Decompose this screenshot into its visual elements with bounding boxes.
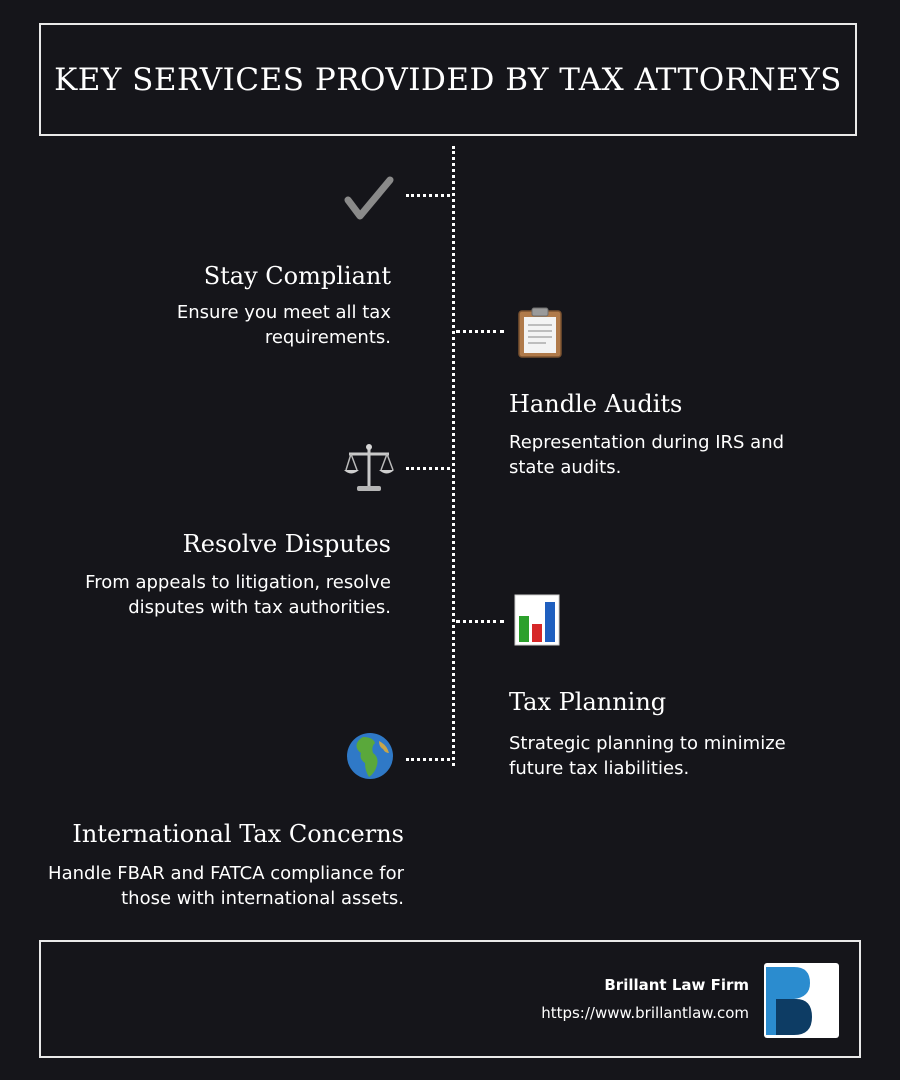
heading-handle-audits: Handle Audits xyxy=(509,390,683,418)
clipboard-icon xyxy=(516,307,564,359)
connector-international-tax xyxy=(406,758,450,761)
heading-international-tax: International Tax Concerns xyxy=(72,820,404,848)
desc-resolve-disputes: From appeals to litigation, resolve disputes with tax authorities. xyxy=(85,572,391,618)
heading-resolve-disputes: Resolve Disputes xyxy=(182,530,391,558)
heading-tax-planning: Tax Planning xyxy=(509,688,667,716)
heading-stay-compliant: Stay Compliant xyxy=(203,262,391,290)
firm-url[interactable]: https://www.brillantlaw.com xyxy=(541,1004,749,1022)
bar-chart-icon xyxy=(514,594,560,646)
connector-stay-compliant xyxy=(406,194,450,197)
connector-resolve-disputes xyxy=(406,467,450,470)
firm-name: Brillant Law Firm xyxy=(604,976,749,994)
brillant-b-logo-icon xyxy=(764,963,839,1038)
desc-international-tax: Handle FBAR and FATCA compliance for those with international assets. xyxy=(48,863,404,909)
page-title: KEY SERVICES PROVIDED BY TAX ATTORNEYS xyxy=(54,61,842,98)
checkmark-icon xyxy=(344,176,394,222)
desc-stay-compliant: Ensure you meet all tax requirements. xyxy=(176,302,391,348)
timeline-line xyxy=(452,146,455,766)
desc-handle-audits: Representation during IRS and state audits. xyxy=(509,432,785,478)
connector-tax-planning xyxy=(456,620,504,623)
footer-banner xyxy=(39,940,861,1058)
title-banner xyxy=(39,23,857,136)
connector-handle-audits xyxy=(456,330,504,333)
desc-tax-planning: Strategic planning to minimize future tax liabilities. xyxy=(509,733,786,779)
scales-icon xyxy=(343,442,395,494)
globe-icon xyxy=(345,731,395,781)
